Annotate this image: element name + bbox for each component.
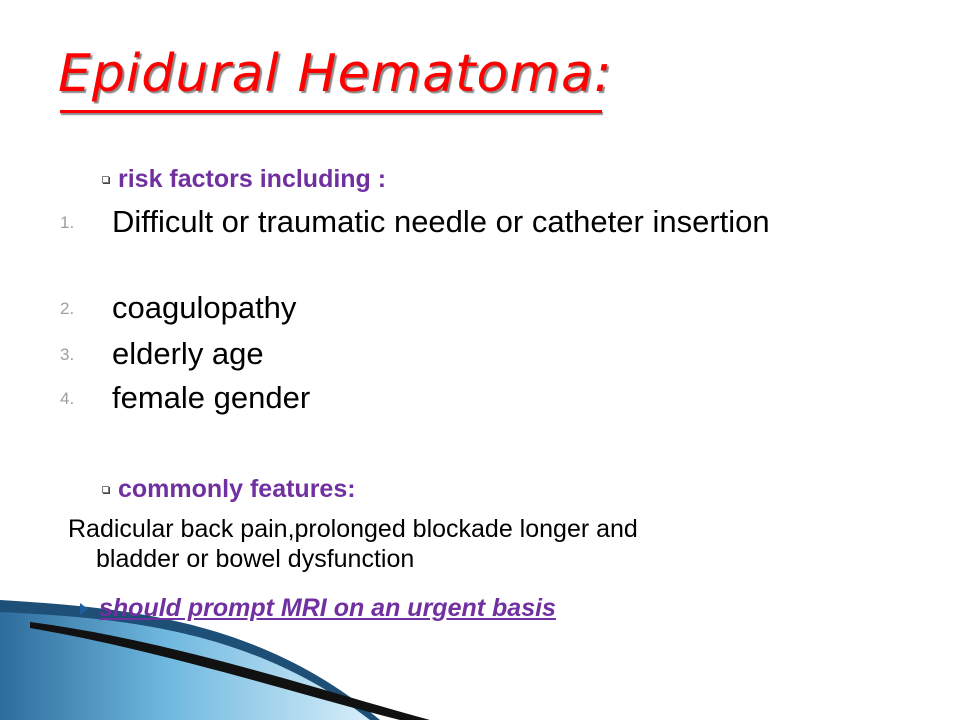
conclusion-item xyxy=(80,594,556,623)
section-label: risk factors including : xyxy=(118,165,387,193)
list-item xyxy=(60,291,812,325)
list-number: 2. xyxy=(60,299,75,318)
list-number: 3. xyxy=(60,345,75,364)
mri-link[interactable]: should prompt MRI on an urgent basis xyxy=(99,594,556,622)
list-item xyxy=(60,337,812,371)
list-number: 1. xyxy=(60,213,75,232)
list-item xyxy=(60,381,812,415)
title-underline xyxy=(60,110,602,113)
list-item-text: elderly age xyxy=(112,336,264,371)
features-line-2: bladder or bowel dysfunction xyxy=(96,545,415,573)
list-number: 4. xyxy=(60,389,75,408)
square-bullet-icon xyxy=(102,486,109,493)
section-risk-factors xyxy=(102,165,386,194)
features-line-1: Radicular back pain,prolonged blockade longer and xyxy=(68,515,638,543)
section-label: commonly features: xyxy=(118,475,356,503)
slide-title: Epidural Hematoma: xyxy=(58,44,613,104)
list-item-text: female gender xyxy=(112,380,311,415)
section-features xyxy=(102,475,356,504)
square-bullet-icon xyxy=(102,176,109,183)
arrow-bullet-icon xyxy=(80,603,88,615)
list-item xyxy=(60,205,812,239)
features-paragraph xyxy=(68,514,848,574)
list-item-text: coagulopathy xyxy=(112,290,297,325)
list-item-text: Difficult or traumatic needle or catheter insertion xyxy=(112,204,770,239)
